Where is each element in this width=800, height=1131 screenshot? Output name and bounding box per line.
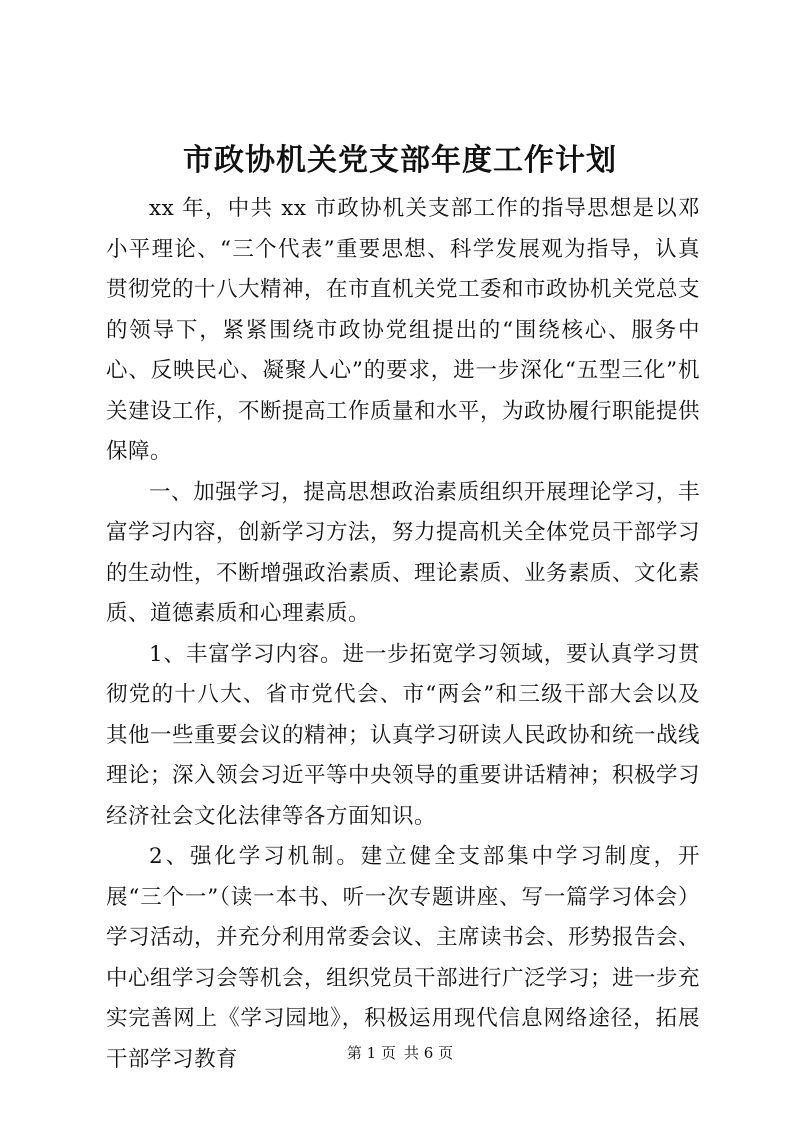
paragraph-intro: xx 年，中共 xx 市政协机关支部工作的指导思想是以邓小平理论、“三个代表”重要思想、科学发展观为指导，认真贯彻党的十八大精神，在市直机关党工委和市政协机关党总支的领导下，紧紧围绕市政协党组提出的“围绕核心、服务中心、反映民心、凝聚人心”的要求，进一步深化“五型三化”机关建设工作，不断提高工作质量和水平，为政协履行职能提供保障。 [106, 196, 701, 464]
document-title: 市政协机关党支部年度工作计划 [183, 143, 617, 178]
paragraph-item-2: 2、强化学习机制。建立健全支部集中学习制度，开展“三个一”（读一本书、听一次专题讲座、写一篇学习体会）学习活动，并充分利用常委会议、主席读书会、形势报告会、中心组学习会等机会，组织党员干部进行广泛学习；进一步充实完善网上《学习园地》，积极运用现代信息网络途径，拓展干部学习教育 [106, 844, 701, 1072]
page-number: 第 1 页 [346, 1044, 396, 1062]
paragraph-item-1: 1、丰富学习内容。进一步拓宽学习领域，要认真学习贯彻党的十八大、省市党代会、市“两会”和三级干部大会以及其他一些重要会议的精神；认真学习研读人民政协和统一战线理论；深入领会习近平等中央领导的重要讲话精神；积极学习经济社会文化法律等各方面知识。 [106, 641, 701, 829]
document-body [106, 189, 700, 1080]
page-total: 共 6 页 [404, 1044, 454, 1062]
page-footer [0, 1043, 800, 1063]
paragraph-section-1: 一、加强学习，提高思想政治素质组织开展理论学习，丰富学习内容，创新学习方法，努力提高机关全体党员干部学习的生动性，不断增强政治素质、理论素质、业务素质、文化素质、道德素质和心理素质。 [106, 479, 701, 626]
